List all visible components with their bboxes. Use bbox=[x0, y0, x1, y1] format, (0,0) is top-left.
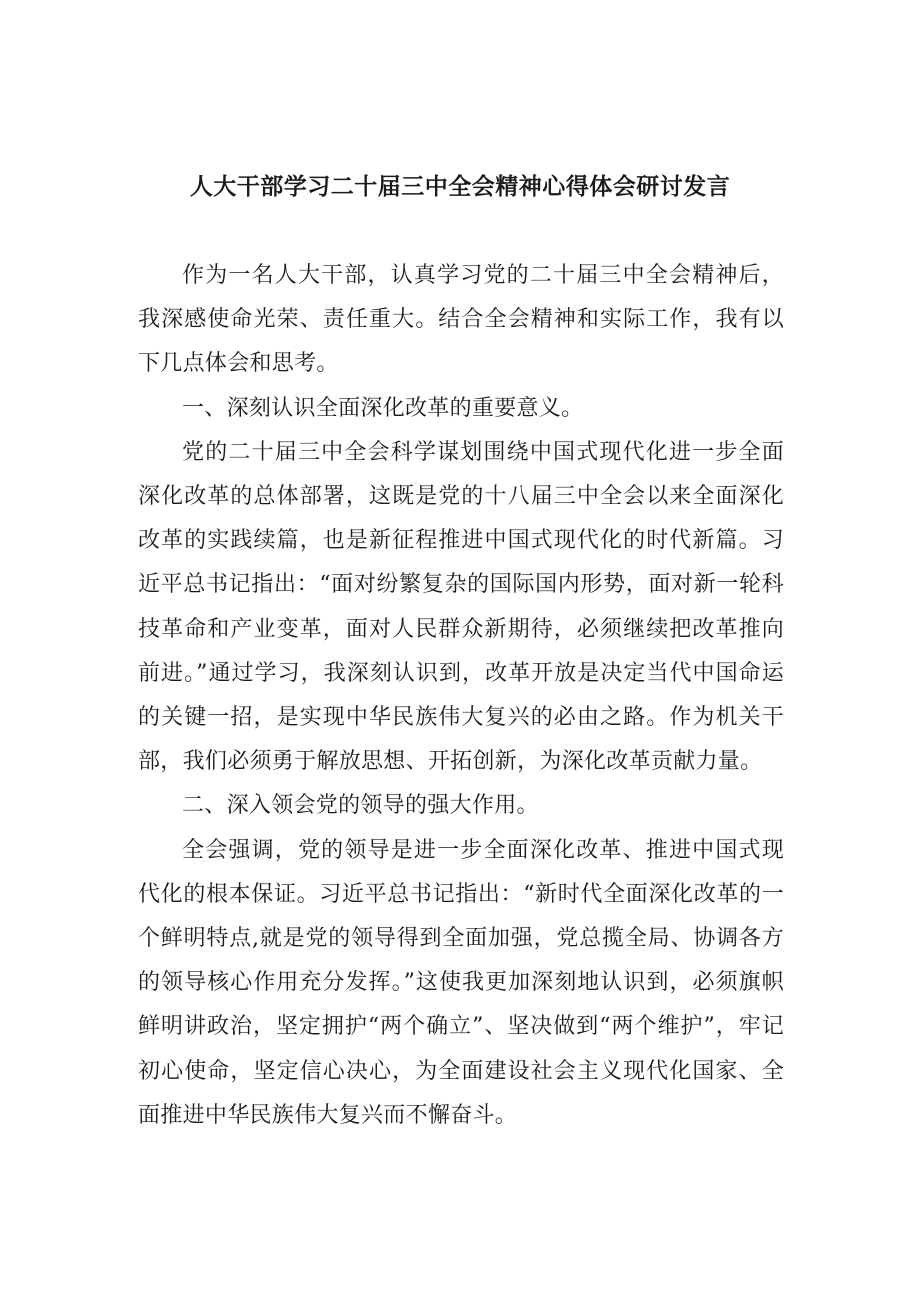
document-title: 人大干部学习二十届三中全会精神心得体会研讨发言 bbox=[189, 173, 731, 200]
section-1-paragraph: 党的二十届三中全会科学谋划围绕中国式现代化进一步全面深化改革的总体部署，这既是党的十八届三中全会以来全面深化改革的实践续篇，也是新征程推进中国式现代化的时代新篇。习近平总书记指出：“面对纷繁复杂的国际国内形势，面对新一轮科技革命和产业变革，面对人民群众新期待，必须继续把改革推向前进。”通过学习，我深刻认识到，改革开放是决定当代中国命运的关键一招，是实现中华民族伟大复兴的必由之路。作为机关干部，我们必须勇于解放思想、开拓创新，为深化改革贡献力量。 bbox=[138, 439, 784, 775]
section-2-paragraph: 全会强调，党的领导是进一步全面深化改革、推进中国式现代化的根本保证。习近平总书记指出：“新时代全面深化改革的一个鲜明特点,就是党的领导得到全面加强，党总揽全局、协调各方的领导核心作用充分发挥。”这使我更加深刻地认识到，必须旗帜鲜明讲政治，坚定拥护“两个确立”、坚决做到“两个维护”，牢记初心使命，坚定信心决心，为全面建设社会主义现代化国家、全面推进中华民族伟大复兴而不懈奋斗。 bbox=[138, 837, 784, 1128]
section-heading-1: 一、深刻认识全面深化改革的重要意义。 bbox=[182, 395, 584, 421]
document-body bbox=[138, 254, 784, 1138]
intro-paragraph: 作为一名人大干部，认真学习党的二十届三中全会精神后，我深感使命光荣、责任重大。结合全会精神和实际工作，我有以下几点体会和思考。 bbox=[138, 263, 784, 377]
section-heading-2: 二、深入领会党的领导的强大作用。 bbox=[182, 793, 539, 819]
